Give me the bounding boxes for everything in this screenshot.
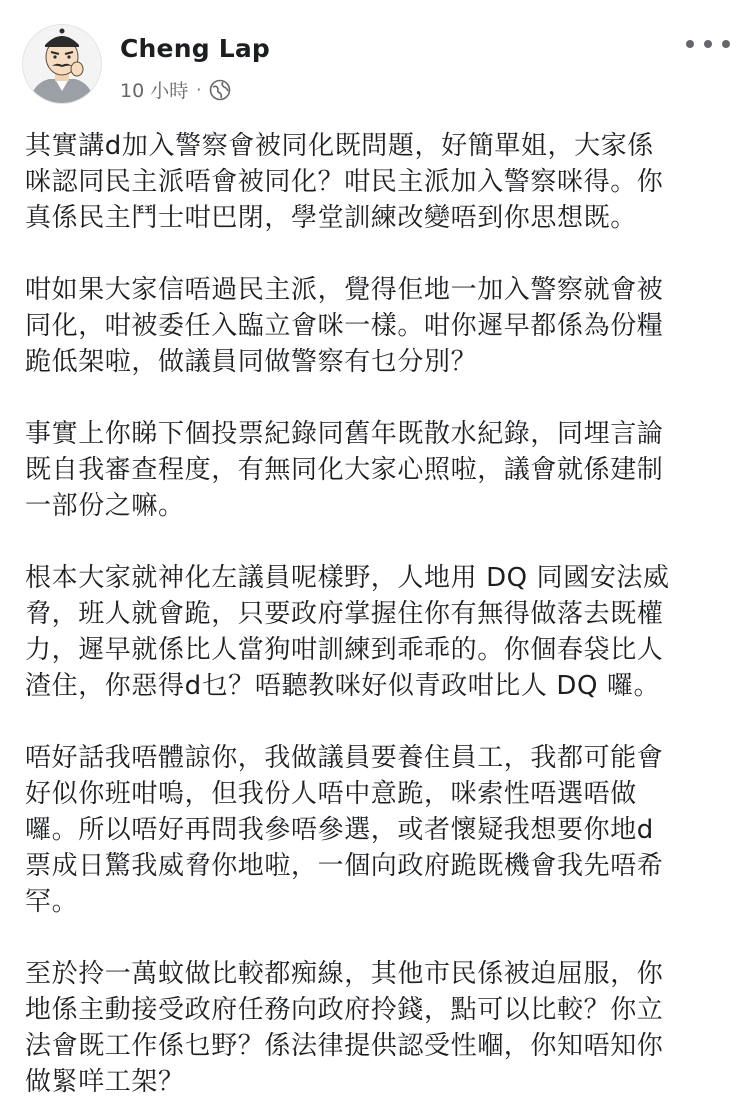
- post-paragraph: 其實講d加入警察會被同化既問題，好簡單姐，大家係 咪認同民主派唔會被同化？咁民主派加入警察咪得。你 真係民主鬥士咁巴閉，學堂訓練改變唔到你思想既。: [25, 131, 664, 233]
- cartoon-avatar-icon: [23, 25, 101, 103]
- post-header: [0, 0, 750, 110]
- more-options-button[interactable]: [686, 28, 730, 60]
- post-paragraph: 咁如果大家信唔過民主派，覺得佢地一加入警察就會被 同化，咁被委任入臨立會咪一樣。咁你遲早都係為份糧 跪低架啦，做議員同做警察有乜分別？: [25, 275, 664, 377]
- author-name[interactable]: Cheng Lap: [120, 34, 270, 63]
- post-paragraph: 唔好話我唔體諒你，我做議員要養住員工，我都可能會 好似你班咁嗚，但我份人唔中意跪，咪索性唔選唔做 囉。所以唔好再問我參唔參選，或者懷疑我想要你地d 票成日驚我威脅你地啦，一個向政府跪既機會我先唔希 罕。: [25, 743, 664, 917]
- avatar[interactable]: [22, 24, 102, 104]
- post-paragraph: 事實上你睇下個投票紀錄同舊年既散水紀錄，同埋言論 既自我審查程度，有無同化大家心照啦，議會就係建制 一部份之嘛。: [25, 419, 664, 521]
- post-paragraph: 根本大家就神化左議員呢樣野，人地用 DQ 同國安法威 脅，班人就會跪，只要政府掌握住你有無得做落去既權 力，遲早就係比人當狗咁訓練到乖乖的。你個春袋比人 渣住，你惡得d乜？唔聽教咪好似青政咁比人 DQ 囉。: [25, 563, 670, 701]
- post-timestamp[interactable]: 10 小時: [120, 80, 189, 102]
- post-meta: [120, 76, 231, 103]
- more-horizontal-icon-dot: [686, 40, 694, 48]
- post-text: [25, 128, 725, 1100]
- post-paragraph: 至於拎一萬蚊做比較都痴線，其他市民係被迫屈服，你 地係主動接受政府任務向政府拎錢，點可以比較？你立 法會既工作係乜野？係法律提供認受性嗰，你知唔知你 做緊咩工架？: [25, 959, 664, 1097]
- meta-separator: ·: [196, 80, 202, 99]
- globe-icon[interactable]: [209, 79, 231, 101]
- more-horizontal-icon-dot: [704, 40, 712, 48]
- more-horizontal-icon-dot: [722, 40, 730, 48]
